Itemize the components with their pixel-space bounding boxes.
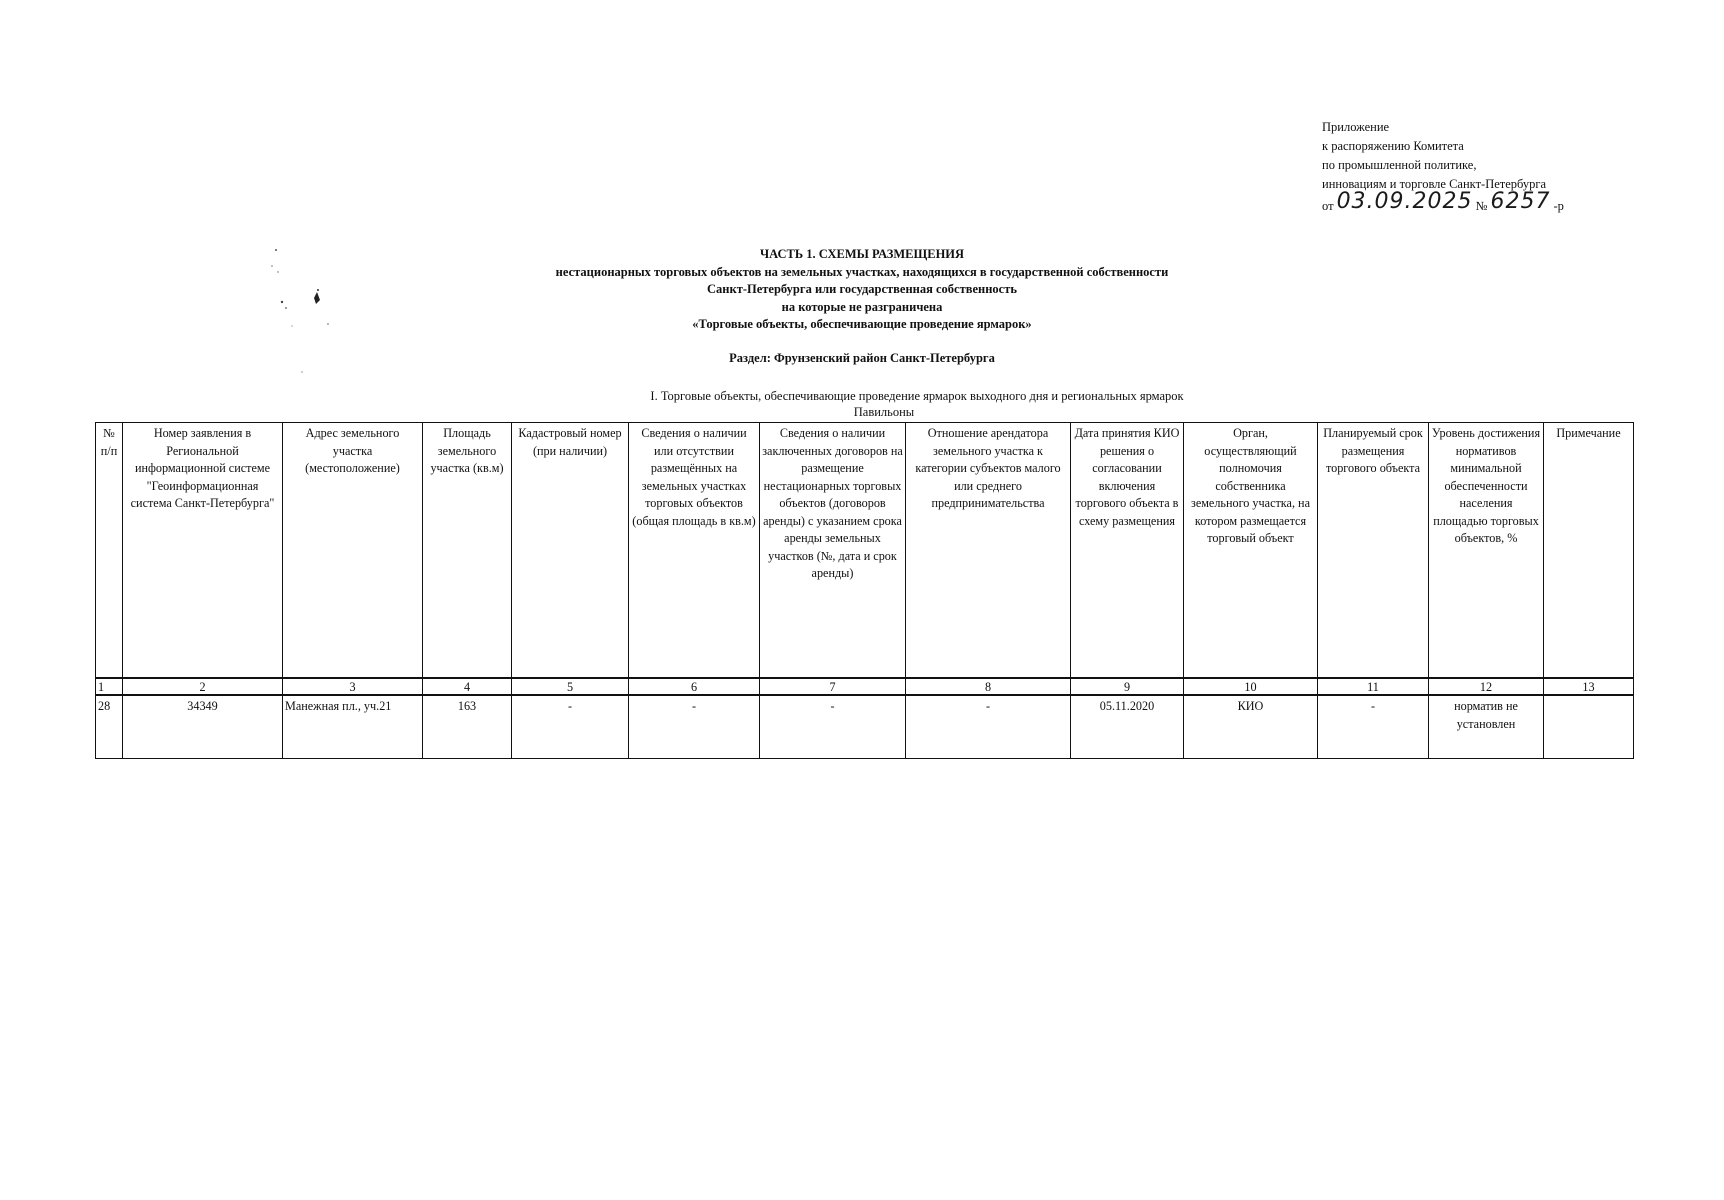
table-cell: - <box>760 695 906 759</box>
appendix-line: инновациям и торговле Санкт-Петербурга <box>1322 177 1547 191</box>
subsection-subtitle: Павильоны <box>853 405 915 419</box>
table-cell: - <box>906 695 1071 759</box>
column-number: 7 <box>760 678 906 695</box>
header-cell: Сведения о наличии или отсутствии размещённых на земельных участках торговых объектов (общая площадь в кв.м) <box>629 423 760 679</box>
title-line: Санкт-Петербурга или государственная собственность <box>707 282 1017 296</box>
section-title: Раздел: Фрунзенский район Санкт-Петербурга <box>729 350 995 365</box>
header-cell: Уровень достижения нормативов минимальной обеспеченности населения площадью торговых объектов, % <box>1429 423 1544 679</box>
table-cell: - <box>1318 695 1429 759</box>
table-cell: 05.11.2020 <box>1071 695 1184 759</box>
header-cell: Площадь земельного участка (кв.м) <box>423 423 512 679</box>
column-number: 4 <box>423 678 512 695</box>
table-row <box>96 695 1634 759</box>
column-number: 11 <box>1318 678 1429 695</box>
title-line: «Торговые объекты, обеспечивающие проведение ярмарок» <box>692 317 1032 331</box>
table-cell: норматив не установлен <box>1429 695 1544 759</box>
table-cell <box>1544 695 1634 759</box>
column-number: 10 <box>1184 678 1318 695</box>
column-number: 1 <box>96 678 123 695</box>
header-cell: Орган, осуществляющий полномочия собственника земельного участка, на котором размещается торговый объект <box>1184 423 1318 679</box>
appendix-date-line <box>1322 189 1564 216</box>
part-title: ЧАСТЬ 1. СХЕМЫ РАЗМЕЩЕНИЯ <box>759 247 965 261</box>
header-cell: Кадастровый номер (при наличии) <box>512 423 629 679</box>
column-number: 12 <box>1429 678 1544 695</box>
handwritten-date: 03.09.2025 <box>1336 189 1473 214</box>
column-number: 5 <box>512 678 629 695</box>
number-label: № <box>1475 199 1488 213</box>
table-cell: - <box>512 695 629 759</box>
header-cell: Номер заявления в Региональной информационной системе "Геоинформационная система Санкт-Петербурга" <box>123 423 283 679</box>
table-cell: КИО <box>1184 695 1318 759</box>
column-number: 3 <box>283 678 423 695</box>
header-cell: Планируемый срок размещения торгового объекта <box>1318 423 1429 679</box>
schema-table <box>95 422 1634 759</box>
column-number: 13 <box>1544 678 1634 695</box>
header-cell: Дата принятия КИО решения о согласовании включения торгового объекта в схему размещения <box>1071 423 1184 679</box>
from-label: от <box>1322 199 1334 213</box>
subsection-heading <box>0 388 1724 420</box>
document-titles <box>0 246 1724 367</box>
column-number: 6 <box>629 678 760 695</box>
table-cell: - <box>629 695 760 759</box>
column-number-row <box>96 678 1634 695</box>
table-cell: 163 <box>423 695 512 759</box>
title-line: нестационарных торговых объектов на земельных участках, находящихся в государственной собственности <box>555 264 1169 279</box>
header-cell: Примечание <box>1544 423 1634 679</box>
appendix-line: Приложение <box>1322 120 1390 134</box>
table-header-row <box>96 423 1634 679</box>
table-cell: 28 <box>96 695 123 759</box>
appendix-block <box>1322 118 1564 216</box>
column-number: 9 <box>1071 678 1184 695</box>
title-line: на которые не разграничена <box>781 299 943 314</box>
appendix-line: к распоряжению Комитета <box>1322 139 1464 153</box>
subsection-title: I. Торговые объекты, обеспечивающие проведение ярмарок выходного дня и региональных ярмарок <box>650 389 1184 403</box>
header-cell: Адрес земельного участка (местоположение) <box>283 423 423 679</box>
number-suffix: -р <box>1553 199 1564 213</box>
header-cell: Отношение арендатора земельного участка к категории субъектов малого или среднего предпринимательства <box>906 423 1071 679</box>
handwritten-number: 6257 <box>1490 189 1551 214</box>
header-cell: Сведения о наличии заключенных договоров на размещение нестационарных торговых объектов (договоров аренды) с указанием срока аренды земельных участков (№, дата и срок аренды) <box>760 423 906 679</box>
column-number: 8 <box>906 678 1071 695</box>
appendix-line: по промышленной политике, <box>1322 158 1477 172</box>
header-cell: № п/п <box>96 423 123 679</box>
table-cell: Манежная пл., уч.21 <box>283 695 423 759</box>
column-number: 2 <box>123 678 283 695</box>
table-cell: 34349 <box>123 695 283 759</box>
